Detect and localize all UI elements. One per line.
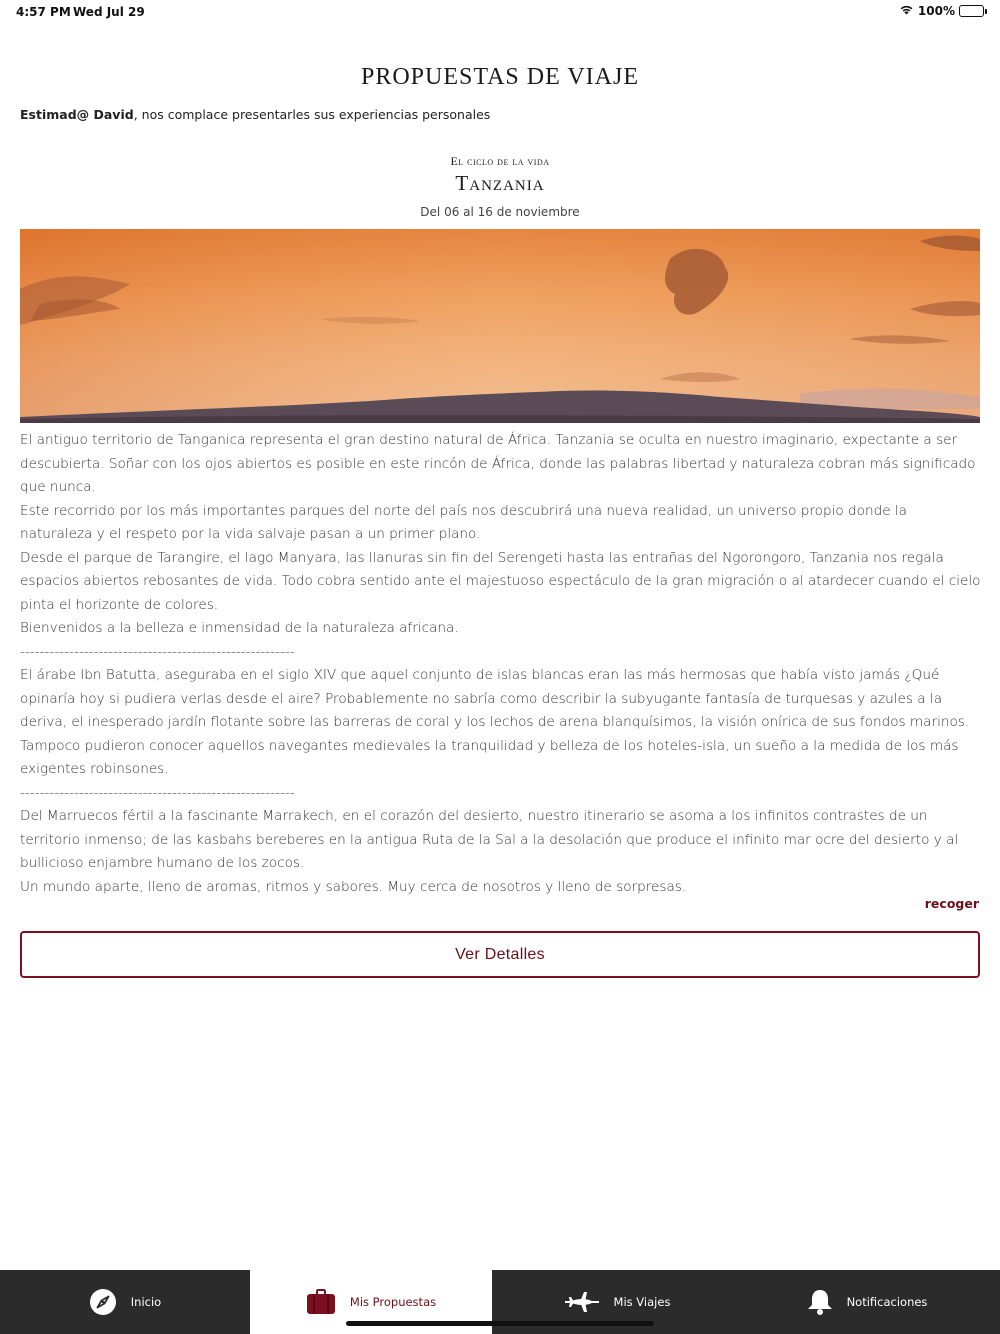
status-date: Wed Jul 29	[73, 5, 145, 19]
bell-icon	[807, 1288, 833, 1316]
tab-label: Notificaciones	[846, 1295, 928, 1309]
battery-icon	[959, 5, 984, 17]
airplane-icon	[564, 1291, 600, 1313]
wifi-icon	[899, 4, 914, 18]
trip-title: Tanzania	[455, 171, 545, 195]
greeting	[20, 107, 490, 122]
trip-subtitle: El ciclo de la vida	[450, 154, 550, 168]
tab-notificaciones[interactable]	[742, 1270, 992, 1334]
description-divider: --------------------------------------------------------	[20, 784, 295, 801]
collapse-link[interactable]: recoger	[924, 896, 979, 911]
description-paragraph: El antiguo territorio de Tanganica representa el gran destino natural de África. Tanzania se oculta en nuestro imaginario, expectante a ser descubierta. Soñar con los ojos abiertos es posible en este rincón de África, donde las palabras libertad y naturaleza cobran más significado que nunca.	[20, 432, 976, 495]
description-paragraph: Bienvenidos a la belleza e inmensidad de la naturaleza africana.	[20, 620, 459, 636]
tab-label: Mis Viajes	[613, 1295, 671, 1309]
tab-label: Mis Propuestas	[349, 1295, 437, 1309]
view-details-button[interactable]: Ver Detalles	[20, 931, 980, 978]
trip-description	[20, 429, 982, 899]
description-paragraph: Este recorrido por los más importantes parques del norte del país nos descubrirá una nueva realidad, un universo propio donde la naturaleza y el respeto por la vida salvaje pasan a un primer plano.	[20, 502, 907, 542]
description-paragraph: El árabe Ibn Batutta, aseguraba en el siglo XIV que aquel conjunto de islas blancas eran las más hermosas que había visto jamás ¿Qué opinaría hoy si pudiera verlas desde el aire? Probablemente no sabría como describir la subyugante fantasía de turquesas y azules a la deriva, el inesperado jardín flotante sobre las barreras de coral y los lechos de arena blanquísimos, la visión onírica de sus fondos marinos. Tampoco pudieron conocer aquellos navegantes medievales la tranquilidad y belleza de los hoteles-isla, un sueño a la medida de los más exigentes robinsones.	[20, 667, 970, 777]
tab-label: Inicio	[130, 1295, 162, 1309]
description-paragraph: Del Marruecos fértil a la fascinante Marrakech, en el corazón del desierto, nuestro itinerario se asoma a los infinitos contrastes de un territorio inmenso; de las kasbahs bereberes en la antigua Ruta de la Sal a la desolación que produce el infinito mar ocre del desierto y al bullicioso enjambre humano de los zocos.	[20, 808, 959, 871]
description-divider: --------------------------------------------------------	[20, 643, 295, 660]
greeting-text: , nos complace presentarles sus experiencias personales	[133, 107, 491, 122]
tab-inicio[interactable]	[0, 1270, 250, 1334]
trip-hero-image	[20, 229, 980, 423]
greeting-name: Estimad@ David	[20, 107, 134, 122]
page-title: PROPUESTAS DE VIAJE	[360, 64, 639, 90]
status-right	[899, 4, 984, 18]
battery-percent: 100%	[917, 4, 955, 18]
status-bar	[0, 0, 1000, 24]
compass-icon	[89, 1288, 117, 1316]
description-paragraph: Desde el parque de Tarangire, el lago Manyara, las llanuras sin fin del Serengeti hasta las entrañas del Ngorongoro, Tanzania nos regala espacios abiertos rebosantes de vida. Todo cobra sentido ante el majestuoso espectáculo de la gran migración o al atardecer cuando el cielo pinta el horizonte de colores.	[20, 549, 981, 613]
trip-dates: Del 06 al 16 de noviembre	[420, 205, 580, 219]
status-time: 4:57 PM	[16, 5, 71, 19]
suitcase-icon	[306, 1289, 336, 1315]
description-paragraph: Un mundo aparte, lleno de aromas, ritmos y sabores. Muy cerca de nosotros y lleno de sorpresas.	[20, 878, 687, 895]
home-indicator[interactable]	[346, 1321, 654, 1326]
